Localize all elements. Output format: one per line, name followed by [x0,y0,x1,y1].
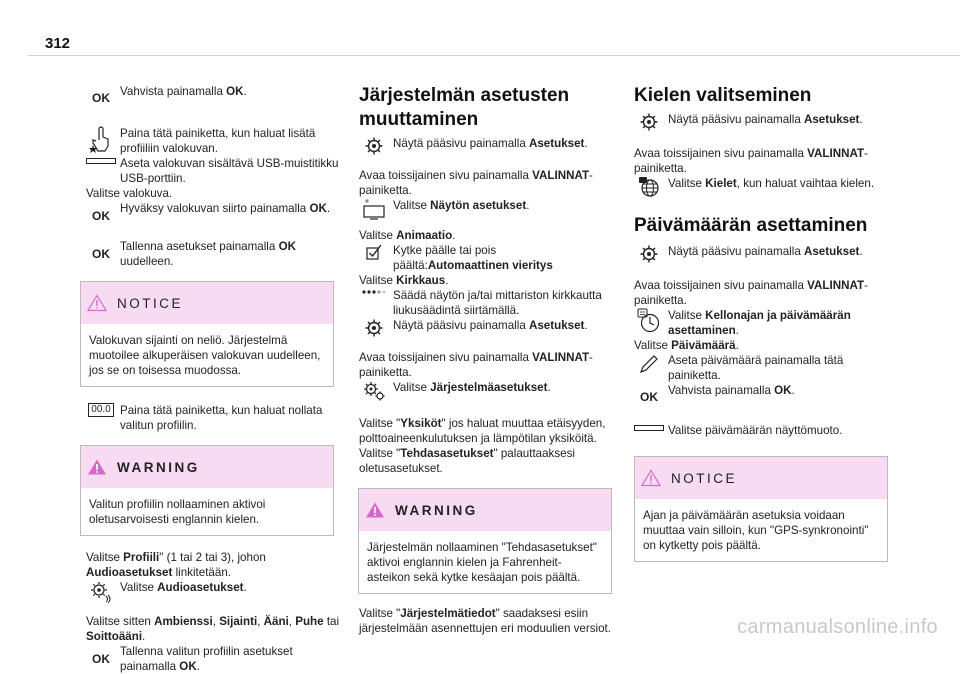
date-heading: Päivämäärän asettaminen [634,215,868,236]
format-bar-icon [634,423,664,433]
ok-button-icon: OK [92,246,110,261]
ok-button-icon: OK [92,90,110,105]
touch-hand-icon [90,126,112,154]
step-text: Säädä näytön ja/tai mittariston kirkkautta liukusäädintä siirtämällä. [393,289,602,317]
insert-usb-step [86,156,342,186]
secondary-page-text: Avaa toissijainen sivu painamalla VALINNAT-painiketta. [634,147,868,175]
factory-text: Valitse "Tehdasasetukset" palauttaaksesi oletusasetukset. [359,447,575,475]
confirm-ok-step [86,84,342,112]
system-settings-heading: Järjestelmän asetusten muuttaminen [359,85,570,130]
system-info-text: Valitse "Järjestelmätiedot" saadaksesi esiin järjestelmään asennettujen eri moduulien versiot. [359,607,611,635]
date-format-step [634,423,890,438]
accept-transfer-step [86,201,342,231]
gear-icon [639,112,659,132]
languages-step [634,176,890,198]
warning-box [358,488,612,594]
save-profile-step [86,644,342,674]
date-select-text: Valitse Päivämäärä. [634,339,739,352]
home-step-1 [634,112,890,132]
step-text: Valitse Audioasetukset. [120,581,247,594]
warning-title: WARNING [117,459,200,475]
watermark: carmanualsonline.info [737,616,938,638]
auto-scroll-step [359,243,615,273]
step-text: Paina tätä painiketta, kun haluat nollata valitun profiilin. [120,404,323,432]
warning-text: Järjestelmän nollaaminen "Tehdasasetukset" aktivoi englannin kielen ja Fahrenheit-asteikon sekä kytke kesäajan pois päältä. [367,541,597,584]
select-audio-step [86,580,342,604]
select-profile-text: Valitse Profiili" (1 tai 2 tai 3), johon Audioasetukset linkitetään. [86,551,266,579]
step-text: Kytke päälle tai pois päältä:Automaattinen vieritys [393,244,553,272]
select-then-text: Valitse sitten Ambienssi, Sijainti, Ääni, Puhe tai Soittoääni. [86,615,340,643]
home-step-1 [359,136,615,156]
warning-box [80,445,334,536]
warning-header [81,446,333,488]
language-globe-icon [638,176,660,198]
notice-header [635,457,887,499]
pencil-icon [638,353,660,375]
audio-settings-icon [89,580,113,604]
step-text: Valitse Järjestelmäasetukset. [393,381,551,394]
step-text: Paina tätä painiketta, kun haluat lisätä profiiliin valokuvan. [120,127,316,155]
step-text: Näytä pääsivu painamalla Asetukset. [393,319,588,332]
gear-icon [639,244,659,264]
usb-key-icon [86,156,116,166]
checkbox-icon [365,243,383,261]
time-date-step [634,308,890,338]
add-photo-step [86,126,342,156]
step-text: Aseta päivämäärä painamalla tätä painiketta. [668,354,844,382]
step-text: Valitse Kielet, kun haluat vaihtaa kielen. [668,177,875,190]
notice-box [634,456,888,562]
notice-header [81,282,333,324]
display-settings-step [359,198,615,220]
set-date-step [634,353,890,383]
step-text: Valitse Näytön asetukset. [393,199,530,212]
step-text: Näytä pääsivu painamalla Asetukset. [668,245,863,258]
step-text: Valitse Kellonajan ja päivämäärän asettaminen. [668,309,851,337]
warning-triangle-icon [87,458,107,476]
slider-dots-icon [361,288,387,296]
column-1 [86,84,342,674]
brightness-text: Valitse Kirkkaus. [359,274,449,287]
warning-title: WARNING [395,502,478,518]
clock-icon [637,308,661,334]
notice-box [80,281,334,387]
reset-profile-step [86,403,342,433]
ok-button-icon: OK [92,208,110,223]
select-photo-text: Valitse valokuva. [86,187,173,200]
ok-button-icon: OK [640,389,658,404]
warning-triangle-icon [365,501,385,519]
brightness-adjust-step [359,288,615,318]
home-step-2 [634,244,890,264]
step-text: Tallenna valitun profiilin asetukset painamalla OK. [120,645,293,673]
notice-title: NOTICE [671,470,738,486]
secondary-page-text: Avaa toissijainen sivu painamalla VALINNAT-painiketta. [359,351,593,379]
step-text: Tallenna asetukset painamalla OK uudelleen. [120,240,296,268]
column-2 [359,84,615,636]
notice-text: Valokuvan sijainti on neliö. Järjestelmä muotoilee alkuperäisen valokuvan uudelleen, jos se on toisessa muodossa. [89,334,321,377]
notice-text: Ajan ja päivämäärän asetuksia voidaan muuttaa vain silloin, kun "GPS-synkronointi" on kytketty pois päältä. [643,509,869,552]
warning-triangle-icon [87,294,107,312]
save-again-step [86,239,342,269]
ok-button-icon: OK [92,651,110,666]
home-step-2 [359,318,615,338]
step-text: Valitse päivämäärän näyttömuoto. [668,424,843,437]
language-heading: Kielen valitseminen [634,85,812,106]
system-settings-step [359,380,615,402]
column-3 [634,84,890,562]
system-gears-icon [362,380,386,402]
step-text: Vahvista painamalla OK. [120,85,247,98]
secondary-page-text: Avaa toissijainen sivu painamalla VALINNAT-painiketta. [359,169,593,197]
units-text: Valitse "Yksiköt" jos haluat muuttaa etäisyyden, polttoaineenkulutuksen ja lämpötilan yksiköitä. [359,417,606,445]
header-rule [28,55,960,56]
step-text: Näytä pääsivu painamalla Asetukset. [393,137,588,150]
step-text: Vahvista painamalla OK. [668,384,795,397]
confirm-ok-step [634,383,890,411]
warning-text: Valitun profiilin nollaaminen aktivoi oletusarvoisesti englannin kielen. [89,498,266,526]
warning-header [359,489,611,531]
gear-icon [364,136,384,156]
secondary-page-text: Avaa toissijainen sivu painamalla VALINNAT-painiketta. [634,279,868,307]
screen-brightness-icon [361,198,387,220]
step-text: Näytä pääsivu painamalla Asetukset. [668,113,863,126]
page-number: 312 [45,35,71,52]
gear-icon [364,318,384,338]
step-text: Aseta valokuvan sisältävä USB-muistitikku USB-porttiin. [120,157,339,185]
reset-counter-icon: 00.0 [88,403,113,417]
warning-triangle-icon [641,469,661,487]
step-text: Hyväksy valokuvan siirto painamalla OK. [120,202,331,215]
animation-text: Valitse Animaatio. [359,229,456,242]
notice-title: NOTICE [117,295,184,311]
